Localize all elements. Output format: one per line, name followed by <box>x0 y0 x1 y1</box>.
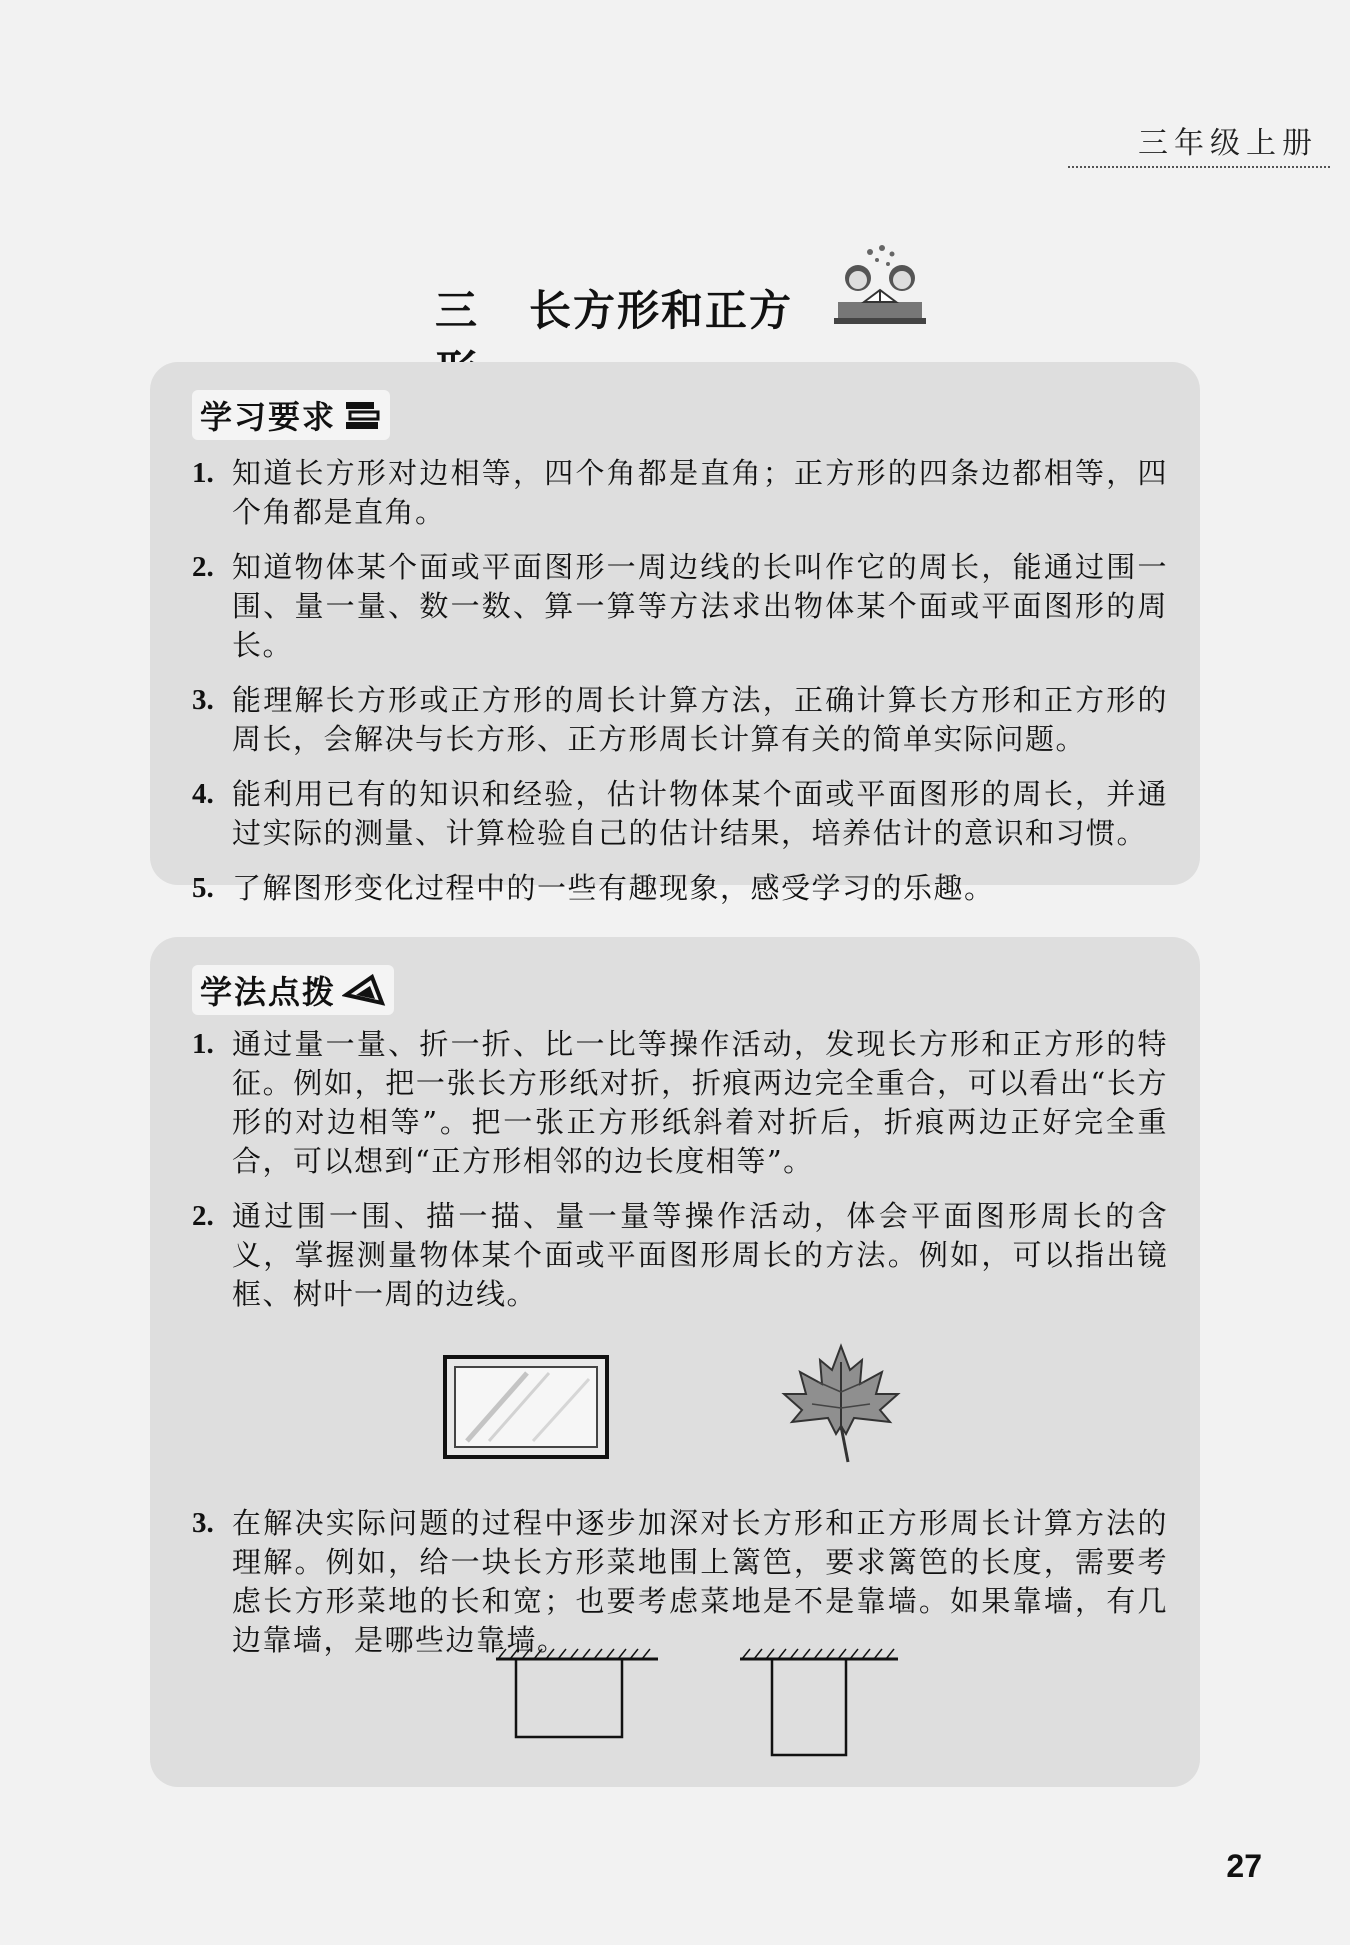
item-number: 4. <box>192 778 214 810</box>
item-text: 在解决实际问题的过程中逐步加深对长方形和正方形周长计算方法的理解。例如，给一块长方形菜地围上篱笆，要求篱笆的长度，需要考虑长方形菜地的长和宽；也要考虑菜地是不是靠墙。如果靠墙，有几边靠墙，是哪些边靠墙。 <box>232 1506 1168 1657</box>
item-text: 能利用已有的知识和经验，估计物体某个面或平面图形的周长，并通过实际的测量、计算检验自己的估计结果，培养估计的意识和习惯。 <box>232 777 1168 850</box>
list-item <box>192 869 1168 908</box>
item-number: 2. <box>192 1200 214 1232</box>
item-text: 了解图形变化过程中的一些有趣现象，感受学习的乐趣。 <box>232 871 995 905</box>
list-item <box>192 1197 1168 1314</box>
tips-list <box>192 1025 1168 1676</box>
learning-requirements-heading <box>192 390 390 440</box>
item-number: 1. <box>192 1028 214 1060</box>
garden-against-wall-diagram-right <box>736 1647 902 1767</box>
item-number: 3. <box>192 684 214 716</box>
learning-requirements-panel <box>150 362 1200 905</box>
learning-tips-label: 学法点拨 <box>200 973 337 1011</box>
item-number: 5. <box>192 872 214 904</box>
item-number: 2. <box>192 551 214 583</box>
item-text: 能理解长方形或正方形的周长计算方法，正确计算长方形和正方形的周长，会解决与长方形、正方形周长计算有关的简单实际问题。 <box>232 683 1168 756</box>
list-item <box>192 1025 1168 1181</box>
item-number: 3. <box>192 1507 214 1539</box>
learning-requirements-label: 学习要求 <box>200 398 337 436</box>
garden-against-wall-diagram-left <box>492 1647 662 1747</box>
list-item <box>192 454 1168 532</box>
list-item <box>192 1504 1168 1660</box>
picture-frame-illustration <box>443 1355 609 1459</box>
chapter-name: 长方形和正方 <box>529 286 794 335</box>
book-stack-icon <box>342 398 382 432</box>
item-text: 通过量一量、折一折、比一比等操作活动，发现长方形和正方形的特征。例如，把一张长方形纸对折，折痕两边完全重合，可以看出“长方形的对边相等”。把一张正方形纸斜着对折后，折痕两边正好完全重合，可以想到“正方形相邻的边长度相等”。 <box>232 1027 1168 1178</box>
item-text: 知道物体某个面或平面图形一周边线的长叫作它的周长，能通过围一围、量一量、数一数、算一算等方法求出物体某个面或平面图形的周长。 <box>232 550 1168 662</box>
list-item <box>192 681 1168 759</box>
item-text: 知道长方形对边相等，四个角都是直角；正方形的四条边都相等，四个角都是直角。 <box>232 456 1168 529</box>
list-item <box>192 548 1168 665</box>
item-number: 1. <box>192 457 214 489</box>
item-text: 通过围一围、描一描、量一量等操作活动，体会平面图形周长的含义，掌握测量物体某个面或平面图形周长的方法。例如，可以指出镜框、树叶一周的边线。 <box>232 1199 1168 1311</box>
learning-tips-panel <box>150 937 1200 1787</box>
grade-label: 三年级上册 <box>1068 118 1330 168</box>
requirements-list <box>192 454 1168 924</box>
learning-tips-heading <box>192 965 394 1015</box>
set-square-icon <box>342 973 386 1007</box>
list-item <box>192 775 1168 853</box>
maple-leaf-illustration <box>778 1342 904 1464</box>
page-number: 27 <box>1226 1848 1262 1884</box>
reading-children-illustration <box>830 240 930 330</box>
chapter-number: 三 <box>435 286 480 335</box>
